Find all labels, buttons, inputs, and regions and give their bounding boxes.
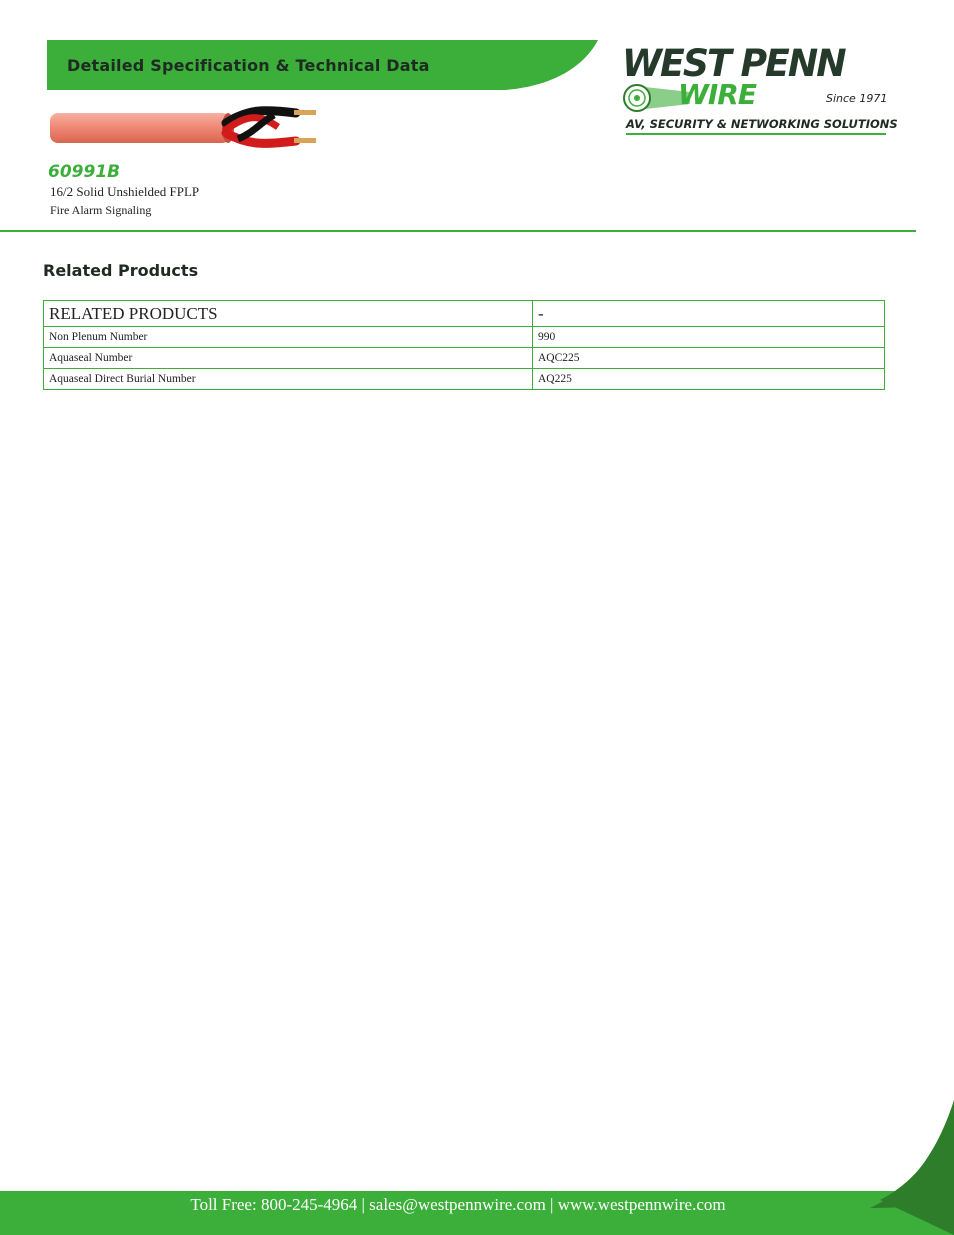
cable-image [48, 105, 320, 149]
logo-divider [626, 133, 886, 135]
related-products-table [43, 300, 885, 390]
part-number: 60991B [48, 162, 121, 182]
west-penn-wire-logo [622, 44, 922, 140]
banner-title: Detailed Specification & Technical Data [67, 56, 430, 75]
footer-contact: Toll Free: 800-245-4964 | sales@westpennwire.com | www.westpennwire.com [190, 1195, 726, 1214]
product-description: 16/2 Solid Unshielded FPLP [50, 184, 200, 199]
row-value: 990 [533, 327, 885, 348]
row-value: AQC225 [533, 348, 885, 369]
row-value: AQ225 [533, 369, 885, 390]
logo-west-penn: WEST PENN [622, 42, 845, 85]
logo-tagline: AV, SECURITY & NETWORKING SOLUTIONS [626, 117, 898, 131]
table-header-row [44, 301, 885, 327]
logo-since: Since 1971 [826, 92, 888, 105]
header-divider [0, 230, 916, 232]
table-row [44, 348, 885, 369]
table-header-value: - [533, 301, 885, 327]
product-application: Fire Alarm Signaling [50, 203, 152, 217]
logo-wire: WIRE [678, 78, 756, 111]
table-header-label: RELATED PRODUCTS [44, 301, 533, 327]
table-row [44, 369, 885, 390]
section-title-related-products: Related Products [43, 261, 199, 280]
row-label: Non Plenum Number [44, 327, 533, 348]
row-label: Aquaseal Number [44, 348, 533, 369]
row-label: Aquaseal Direct Burial Number [44, 369, 533, 390]
table-row [44, 327, 885, 348]
